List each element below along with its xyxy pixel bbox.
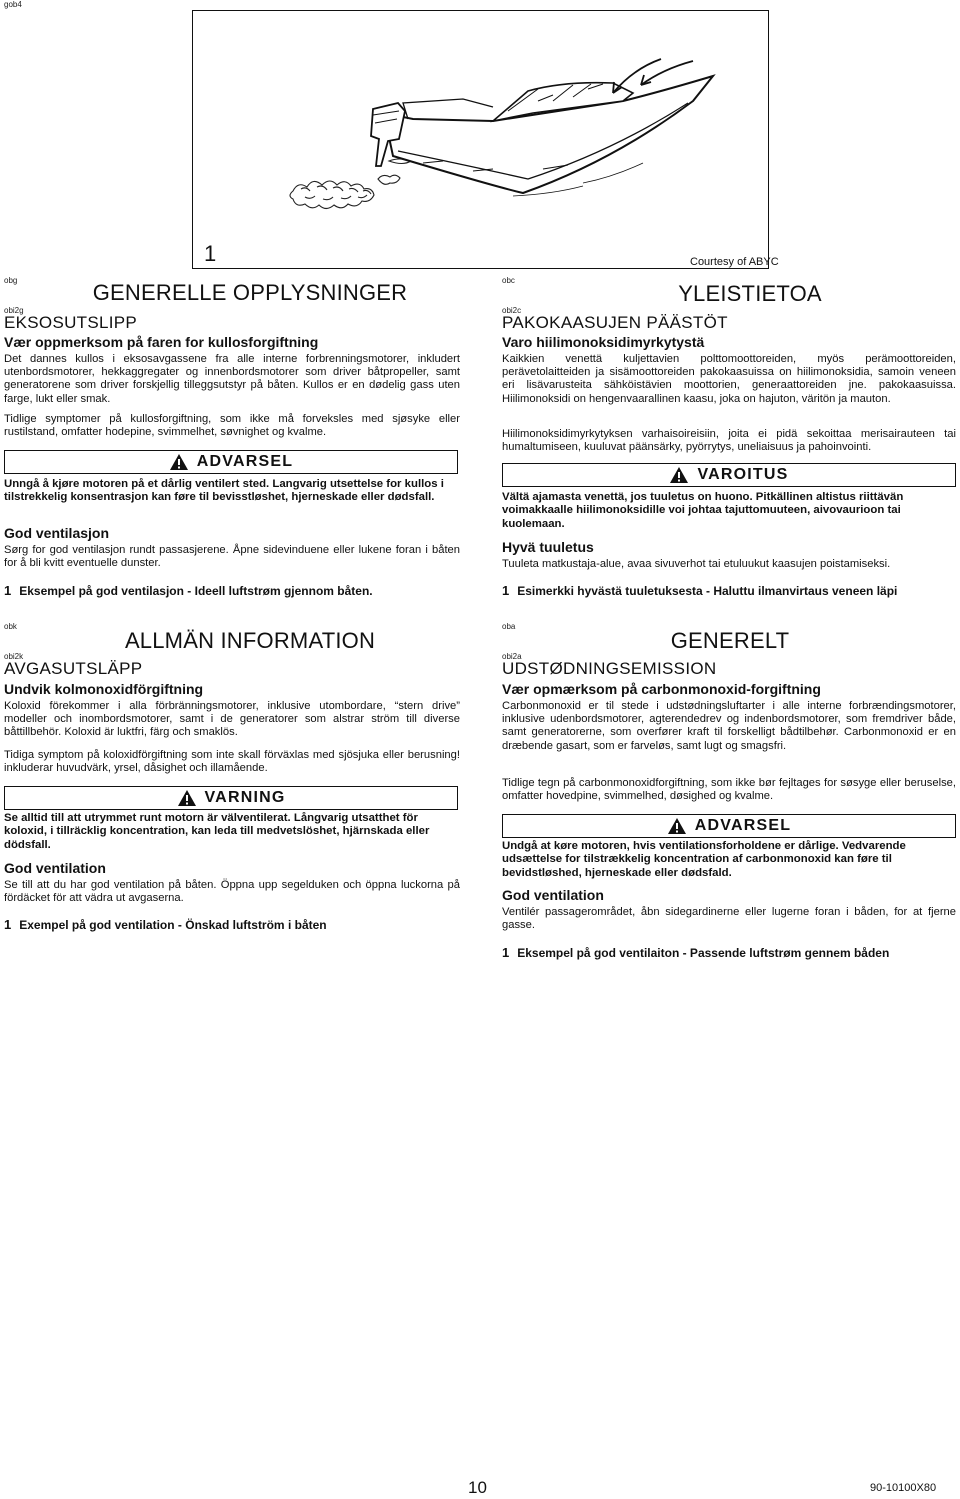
warning-label: ADVARSEL: [694, 817, 792, 834]
warning-triangle-icon: [177, 789, 197, 807]
warning-triangle-icon: [669, 466, 689, 484]
ventilation-text: Se till att du har god ventilation på båten. Öppna upp segelduken och öppna luckorna på fördäcket för att vädra ut avgaserna.: [4, 879, 460, 905]
warning-text: Se alltid till att utrymmet runt motorn är välventilerat. Långvarig utsatthet för koloxid, i tillräcklig koncentration, kan leda till medvetslöshet, hjärnskada eller dödsfall.: [4, 812, 430, 851]
section-title: ALLMÄN INFORMATION: [124, 628, 376, 653]
boat-illustration: [193, 11, 767, 267]
warning-label: ADVARSEL: [196, 453, 294, 470]
warning-text: Undgå at køre motoren, hvis ventilationsforholdene er dårlige. Vedvarende udsættelse for tilstrækkelig koncentration af carbonmonoxid kan føre til bevidstløshed, hjerneskade eller dødsfald.: [502, 840, 906, 879]
ventilation-heading: Hyvä tuuletus: [502, 539, 594, 555]
ventilation-text: Sørg for god ventilasjon rundt passasjerene. Åpne sidevinduene eller lukene foran i båten for å bli kvitt eventuelle dunster.: [4, 544, 460, 570]
section-heading: AVGASUTSLÄPP: [4, 659, 143, 678]
section-heading: PAKOKAASUJEN PÄÄSTÖT: [502, 313, 728, 332]
section-title: YLEISTIETOA: [678, 281, 822, 306]
section-tag: oba: [502, 622, 516, 631]
section-heading: EKSOSUTSLIPP: [4, 313, 138, 332]
figure-caption: [502, 583, 897, 598]
document-number: 90-10100X80: [870, 1482, 937, 1494]
subsection-tag: obi2k: [4, 652, 24, 661]
warning-triangle-icon: [169, 453, 189, 471]
warning-text: Unngå å kjøre motoren på et dårlig ventilert sted. Langvarig utsettelse for kullos i tilstrekkelig konsentrasjon kan føre til bevisstløshet, hjerneskade eller dødsfall.: [4, 478, 444, 504]
warning-label: VARNING: [204, 789, 286, 806]
figure-caption-text: Esimerkki hyvästä tuuletuksesta - Haluttu ilmanvirtaus veneen läpi: [517, 584, 898, 598]
section-subheading: Vær opmærksom på carbonmonoxid-forgiftning: [502, 681, 821, 697]
body-paragraph: Tidlige tegn på carbonmonoxidforgiftning, som ikke bør fejltages for søsyge eller beruselse, omfatter hovedpine, svimmelhed, døsighed og kvalme.: [502, 777, 956, 803]
body-paragraph: Carbonmonoxid er til stede i udstødningsluftarter i alle interne forbrændingsmotorer, inklusive udenbordsmotorer, agterendedrev og indenbordsmotorer, som fremdriver både, samt generatorerne, som overfører kraft til forskelligt bådtilbehør. Carbonmonoxid er en dræbende gasart, som er farveløs, samt lugt og smagsfri.: [502, 700, 956, 752]
ventilation-text: Tuuleta matkustaja-alue, avaa sivuverhot tai etuluukut kaasujen poistamiseksi.: [502, 558, 891, 570]
body-paragraph: Kaikkien venettä kuljettavien polttomoottoreiden, myös perämoottoreiden, perävetolaitteiden ja sisämoottoreiden pakokaasuissa on hiilimonoksidia, samoin veneen eri lisävarusteita sähköistävien moottorien, generaattoreiden jne. pakokaasuissa. Hiilimonoksidi on hengenvaarallinen kaasu, joka on hajuton, väritön ja mauton.: [502, 353, 956, 405]
figure-courtesy: Courtesy of ABYC: [690, 256, 779, 268]
warning-triangle-icon: [667, 817, 687, 835]
ventilation-heading: God ventilation: [502, 887, 604, 903]
figure-caption: [502, 945, 889, 960]
warning-box: [4, 450, 458, 474]
subsection-tag: obi2c: [502, 306, 522, 315]
figure-caption-number: 1: [4, 583, 12, 598]
figure-caption-text: Exempel på god ventilation - Önskad luftström i båten: [19, 918, 327, 932]
subsection-tag: obi2g: [4, 306, 24, 315]
warning-box: [502, 463, 956, 487]
subsection-tag: obi2a: [502, 652, 522, 661]
body-paragraph: Koloxid förekommer i alla förbränningsmotorer, inklusive utombordare, “stern drive” modeller och inombordsmotorer, samt i de generatorer som alstrar ström till diverse båttillbehör. Koloxid är luktfri, färg och smaklös.: [4, 700, 460, 739]
section-tag: obc: [502, 276, 515, 285]
section-title: GENERELT: [670, 628, 790, 653]
figure-caption: [4, 583, 373, 598]
section-tag: obg: [4, 276, 18, 285]
figure-caption-number: 1: [4, 917, 12, 932]
section-subheading: Undvik kolmonoxidförgiftning: [4, 681, 204, 697]
page-number: 10: [468, 1478, 487, 1497]
figure-caption-number: 1: [502, 583, 510, 598]
ventilation-heading: God ventilation: [4, 860, 106, 876]
header-code: gob4: [4, 0, 22, 9]
body-paragraph: Tidiga symptom på koloxidförgiftning som inte skall förväxlas med sjösjuka eller berusning! inkluderar huvudvärk, yrsel, dåsighet och illamående.: [4, 749, 460, 775]
ventilation-text: Ventilér passagerområdet, åbn sidegardinerne eller lugerne foran i båden, for at fjerne gasse.: [502, 906, 956, 932]
figure-frame: [192, 10, 769, 269]
figure-caption: [4, 917, 327, 932]
figure-caption-number: 1: [502, 945, 510, 960]
section-title: GENERELLE OPPLYSNINGER: [92, 280, 408, 305]
figure-caption-text: Eksempel på god ventilasjon - Ideell luftstrøm gjennom båten.: [19, 584, 373, 598]
section-subheading: Vær oppmerksom på faren for kullosforgiftning: [4, 334, 319, 350]
figure-number: 1: [204, 241, 217, 266]
body-paragraph: Hiilimonoksidimyrkytyksen varhaisoireisiin, joita ei pidä sekoittaa merisairauteen tai humaltumiseen, kuuluvat päänsärky, pyörrytys, uneliaisuus ja pahoinvointi.: [502, 428, 956, 454]
warning-box: [4, 786, 458, 810]
figure-caption-text: Eksempel på god ventilaiton - Passende luftstrøm gennem båden: [517, 946, 890, 960]
ventilation-heading: God ventilasjon: [4, 525, 110, 541]
body-paragraph: Det dannes kullos i eksosavgassene fra alle interne forbrenningsmotorer, inkludert utenbordsmotorer, hekkaggregater og innenbordsmotorer som driver båtpropeller, samt generatorene som driver forskjellig tilleggsutstyr på båten. Kullos er en dødelig gass uten farge, lukt eller smak.: [4, 353, 460, 405]
section-subheading: Varo hiilimonoksidimyrkytystä: [502, 334, 705, 350]
warning-label: VAROITUS: [697, 466, 789, 483]
section-tag: obk: [4, 622, 17, 631]
section-heading: UDSTØDNINGSEMISSION: [502, 659, 717, 678]
warning-box: [502, 814, 956, 838]
body-paragraph: Tidlige symptomer på kullosforgiftning, som ikke må forveksles med sjøsyke eller rustilstand, omfatter hodepine, svimmelhet, søvnighet og kvalme.: [4, 413, 460, 439]
warning-text: Vältä ajamasta venettä, jos tuuletus on huono. Pitkällinen altistus riittävän voimakkaalle hiilimonoksidille voi johtaa tajuttomuuteen, aivovaurioon tai kuolemaan.: [502, 491, 904, 530]
